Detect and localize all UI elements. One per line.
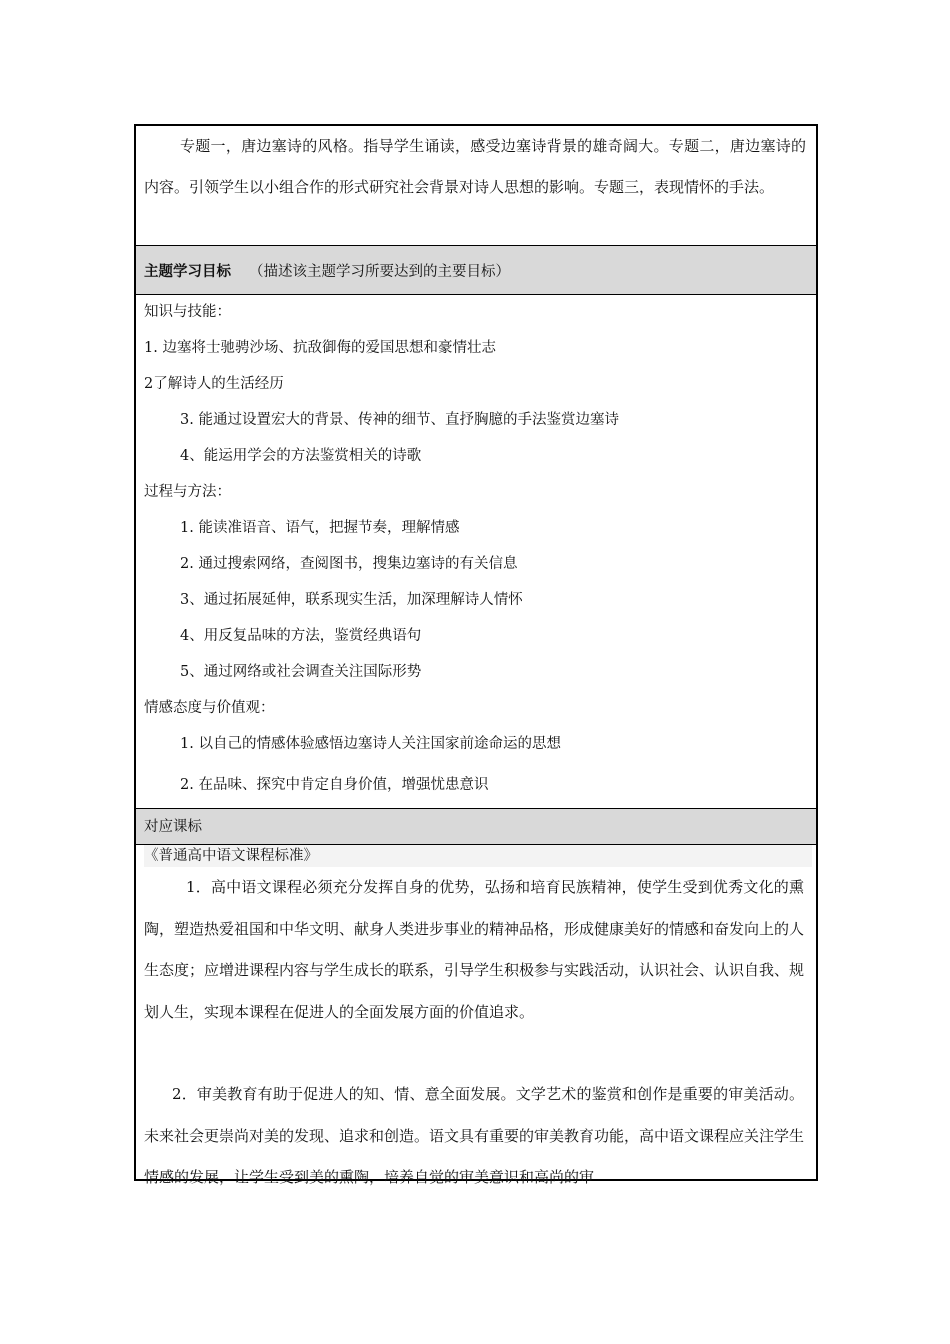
process-item: 3、通过拓展延伸，联系现实生活，加深理解诗人情怀 bbox=[180, 592, 523, 608]
standards-doc-title: 《普通高中语文课程标准》 bbox=[144, 845, 812, 867]
lesson-plan-table bbox=[134, 124, 818, 1186]
process-item: 2. 通过搜索网络，查阅图书，搜集边塞诗的有关信息 bbox=[180, 556, 518, 572]
standards-paragraph-2: 2．审美教育有助于促进人的知、情、意全面发展。文学艺术的鉴赏和创作是重要的审美活动。未来社会更崇尚对美的发现、追求和创造。语文具有重要的审美教育功能，高中语文课程应关注学生情感的发展，让学生受到美的熏陶，培养自觉的审美意识和高尚的审 bbox=[144, 1085, 805, 1186]
intro-section bbox=[136, 126, 816, 246]
goals-header-title: 主题学习目标 bbox=[144, 262, 231, 280]
standards-section bbox=[136, 845, 816, 1186]
knowledge-item: 4、能运用学会的方法鉴赏相关的诗歌 bbox=[180, 448, 422, 464]
standards-header bbox=[136, 809, 816, 845]
emotion-item: 2. 在品味、探究中肯定自身价值，增强忧患意识 bbox=[180, 777, 489, 793]
process-heading: 过程与方法： bbox=[144, 484, 231, 500]
goals-header bbox=[136, 246, 816, 295]
standards-header-title: 对应课标 bbox=[144, 819, 202, 835]
knowledge-item: 1. 边塞将士驰骋沙场、抗敌御侮的爱国思想和豪情壮志 bbox=[144, 340, 496, 356]
emotion-item: 1. 以自己的情感体验感悟边塞诗人关注国家前途命运的思想 bbox=[180, 736, 561, 752]
process-item: 1. 能读准语音、语气，把握节奏，理解情感 bbox=[180, 520, 460, 536]
goals-header-note: （描述该主题学习所要达到的主要目标） bbox=[249, 263, 510, 280]
standards-paragraph-1: 1．高中语文课程必须充分发挥自身的优势，弘扬和培育民族精神，使学生受到优秀文化的熏陶，塑造热爱祖国和中华文明、献身人类进步事业的精神品格，形成健康美好的情感和奋发向上的人生态度；应增进课程内容与学生成长的联系，引导学生积极参与实践活动，认识社会、认识自我、规划人生，实现本课程在促进人的全面发展方面的价值追求。 bbox=[144, 878, 805, 1021]
intro-text: 专题一，唐边塞诗的风格。指导学生诵读，感受边塞诗背景的雄奇阔大。专题二，唐边塞诗的内容。引领学生以小组合作的形式研究社会背景对诗人思想的影响。专题三，表现情怀的手法。 bbox=[144, 137, 806, 196]
knowledge-item: 3. 能通过设置宏大的背景、传神的细节、直抒胸臆的手法鉴赏边塞诗 bbox=[180, 412, 619, 428]
goals-section bbox=[136, 295, 816, 809]
emotion-heading: 情感态度与价值观： bbox=[144, 700, 275, 716]
knowledge-heading: 知识与技能： bbox=[144, 304, 231, 320]
knowledge-item: 2了解诗人的生活经历 bbox=[144, 376, 284, 392]
process-item: 4、用反复品味的方法，鉴赏经典语句 bbox=[180, 628, 422, 644]
process-item: 5、通过网络或社会调查关注国际形势 bbox=[180, 664, 422, 680]
